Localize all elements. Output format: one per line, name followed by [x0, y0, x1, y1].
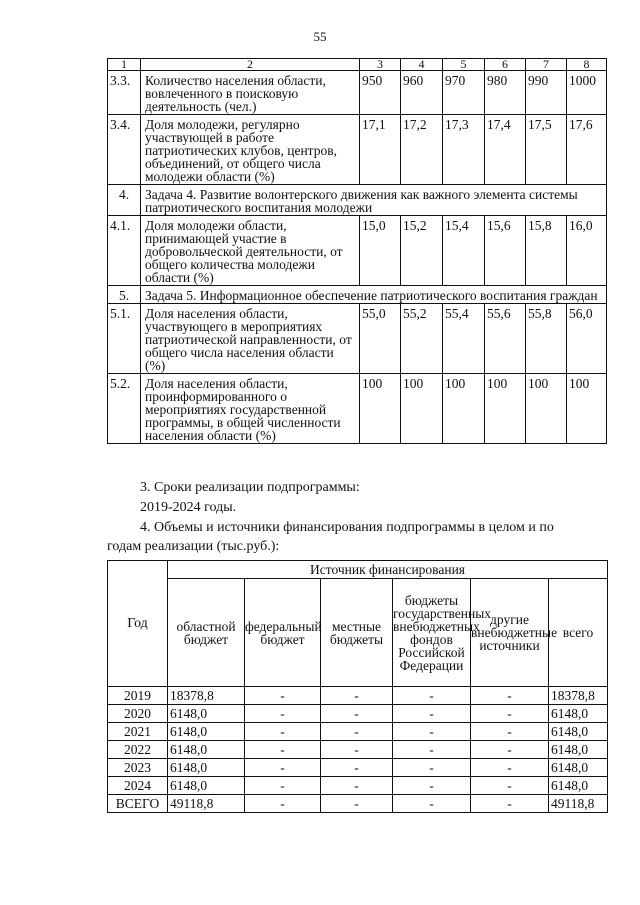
- finance-row: [108, 687, 608, 705]
- finance-year: 2020: [108, 705, 168, 723]
- finance-source-header: Источник финансирования: [168, 561, 608, 579]
- finance-value: 6148,0: [168, 723, 245, 741]
- finance-value: 6148,0: [549, 777, 608, 795]
- finance-year: 2024: [108, 777, 168, 795]
- indicators-table: [107, 58, 607, 444]
- indicator-value: 16,0: [567, 216, 607, 286]
- indicator-name: Доля населения области, участвующего в мероприятиях патриотической направленности, от общего числа населения области (%): [141, 304, 360, 374]
- finance-value: -: [245, 759, 321, 777]
- finance-value: 6148,0: [549, 705, 608, 723]
- finance-row: [108, 705, 608, 723]
- indicator-value: 15,8: [526, 216, 567, 286]
- finance-row: [108, 777, 608, 795]
- finance-year: 2022: [108, 741, 168, 759]
- header-col-3: 3: [360, 59, 401, 71]
- finance-value: -: [321, 741, 393, 759]
- finance-col-header: федеральный бюджет: [245, 579, 321, 687]
- indicators-header-row: [108, 59, 607, 71]
- indicator-value: 55,2: [401, 304, 443, 374]
- indicator-value: 17,3: [443, 115, 485, 185]
- finance-value: -: [245, 795, 321, 813]
- finance-year-header: Год: [108, 561, 168, 687]
- indicator-row: [108, 115, 607, 185]
- header-col-2: 2: [141, 59, 360, 71]
- indicator-value: 15,4: [443, 216, 485, 286]
- finance-row: [108, 795, 608, 813]
- finance-row: [108, 759, 608, 777]
- finance-value: -: [245, 777, 321, 795]
- finance-value: -: [321, 795, 393, 813]
- indicator-value: 55,8: [526, 304, 567, 374]
- indicator-value: 15,0: [360, 216, 401, 286]
- finance-value: -: [471, 723, 549, 741]
- finance-value: 6148,0: [549, 723, 608, 741]
- finance-value: -: [245, 741, 321, 759]
- indicator-number: 5.1.: [108, 304, 141, 374]
- finance-year: 2021: [108, 723, 168, 741]
- indicator-row: [108, 304, 607, 374]
- finance-value: 6148,0: [168, 777, 245, 795]
- indicator-number: 3.4.: [108, 115, 141, 185]
- finance-value: -: [393, 687, 471, 705]
- section-3-title: 3. Сроки реализации подпрограммы:: [140, 480, 360, 495]
- section-3-value: 2019-2024 годы.: [140, 500, 237, 515]
- finance-value: -: [321, 759, 393, 777]
- finance-col-header: местные бюджеты: [321, 579, 393, 687]
- indicator-value: 100: [360, 374, 401, 444]
- indicator-value: 17,5: [526, 115, 567, 185]
- finance-value: 49118,8: [549, 795, 608, 813]
- finance-table: [107, 560, 608, 813]
- indicator-name: Количество населения области, вовлеченного в поисковую деятельность (чел.): [141, 71, 360, 115]
- finance-value: -: [471, 741, 549, 759]
- indicator-name: Доля населения области, проинформированного о мероприятиях государственной программы, в общей численности населения области (%): [141, 374, 360, 444]
- finance-col-header: всего: [549, 579, 608, 687]
- task-row: [108, 286, 607, 304]
- indicator-value: 970: [443, 71, 485, 115]
- finance-row: [108, 723, 608, 741]
- finance-year: 2019: [108, 687, 168, 705]
- indicator-number: 4.1.: [108, 216, 141, 286]
- header-col-8: 8: [567, 59, 607, 71]
- finance-value: -: [393, 759, 471, 777]
- indicator-row: [108, 216, 607, 286]
- section-4-title: 4. Объемы и источники финансирования подпрограммы в целом и по: [140, 520, 554, 535]
- indicator-value: 1000: [567, 71, 607, 115]
- indicator-value: 55,4: [443, 304, 485, 374]
- indicator-value: 15,6: [485, 216, 526, 286]
- finance-value: -: [321, 723, 393, 741]
- finance-value: -: [471, 687, 549, 705]
- finance-value: -: [393, 795, 471, 813]
- section-4-title-cont: годам реализации (тыс.руб.):: [107, 539, 280, 554]
- header-col-6: 6: [485, 59, 526, 71]
- finance-value: 49118,8: [168, 795, 245, 813]
- indicator-value: 55,0: [360, 304, 401, 374]
- finance-value: 6148,0: [549, 759, 608, 777]
- indicator-name: Доля молодежи области, принимающей участие в добровольческой деятельности, от общего количества молодежи области (%): [141, 216, 360, 286]
- finance-value: -: [321, 687, 393, 705]
- task-row: [108, 185, 607, 216]
- finance-value: -: [393, 777, 471, 795]
- indicator-value: 990: [526, 71, 567, 115]
- finance-value: 18378,8: [168, 687, 245, 705]
- finance-col-header: областной бюджет: [168, 579, 245, 687]
- indicator-number: 3.3.: [108, 71, 141, 115]
- indicator-value: 17,4: [485, 115, 526, 185]
- finance-year: 2023: [108, 759, 168, 777]
- header-col-4: 4: [401, 59, 443, 71]
- indicator-value: 15,2: [401, 216, 443, 286]
- finance-value: -: [321, 705, 393, 723]
- finance-value: -: [471, 705, 549, 723]
- indicator-name: Доля молодежи, регулярно участвующей в работе патриотических клубов, центров, объединений, от общего числа молодежи области (%): [141, 115, 360, 185]
- finance-year: ВСЕГО: [108, 795, 168, 813]
- finance-value: -: [245, 723, 321, 741]
- indicator-row: [108, 374, 607, 444]
- indicator-value: 100: [526, 374, 567, 444]
- finance-value: 6148,0: [168, 741, 245, 759]
- indicator-value: 960: [401, 71, 443, 115]
- finance-value: -: [471, 777, 549, 795]
- indicator-value: 56,0: [567, 304, 607, 374]
- indicator-value: 100: [443, 374, 485, 444]
- task-number: 4.: [108, 185, 141, 216]
- task-number: 5.: [108, 286, 141, 304]
- header-col-1: 1: [108, 59, 141, 71]
- page-number: 55: [313, 29, 327, 44]
- indicator-number: 5.2.: [108, 374, 141, 444]
- finance-col-header: бюджеты государственных внебюджетных фондов Российской Федерации: [393, 579, 471, 687]
- indicator-value: 55,6: [485, 304, 526, 374]
- finance-value: -: [393, 705, 471, 723]
- header-col-7: 7: [526, 59, 567, 71]
- finance-value: 6148,0: [168, 759, 245, 777]
- indicator-value: 100: [485, 374, 526, 444]
- indicator-value: 980: [485, 71, 526, 115]
- indicator-value: 950: [360, 71, 401, 115]
- task-title: Задача 4. Развитие волонтерского движения как важного элемента системы патриотического воспитания молодежи: [141, 185, 607, 216]
- finance-col-header: другие внебюджетные источники: [471, 579, 549, 687]
- finance-value: -: [471, 759, 549, 777]
- finance-value: -: [321, 777, 393, 795]
- finance-value: 6148,0: [549, 741, 608, 759]
- finance-value: 18378,8: [549, 687, 608, 705]
- indicator-value: 17,6: [567, 115, 607, 185]
- indicator-value: 17,1: [360, 115, 401, 185]
- indicator-value: 17,2: [401, 115, 443, 185]
- finance-value: -: [245, 705, 321, 723]
- indicator-value: 100: [567, 374, 607, 444]
- finance-value: 6148,0: [168, 705, 245, 723]
- indicator-row: [108, 71, 607, 115]
- indicator-value: 100: [401, 374, 443, 444]
- finance-value: -: [245, 687, 321, 705]
- header-col-5: 5: [443, 59, 485, 71]
- finance-value: -: [471, 795, 549, 813]
- finance-value: -: [393, 741, 471, 759]
- task-title: Задача 5. Информационное обеспечение патриотического воспитания граждан: [141, 286, 607, 304]
- finance-value: -: [393, 723, 471, 741]
- finance-row: [108, 741, 608, 759]
